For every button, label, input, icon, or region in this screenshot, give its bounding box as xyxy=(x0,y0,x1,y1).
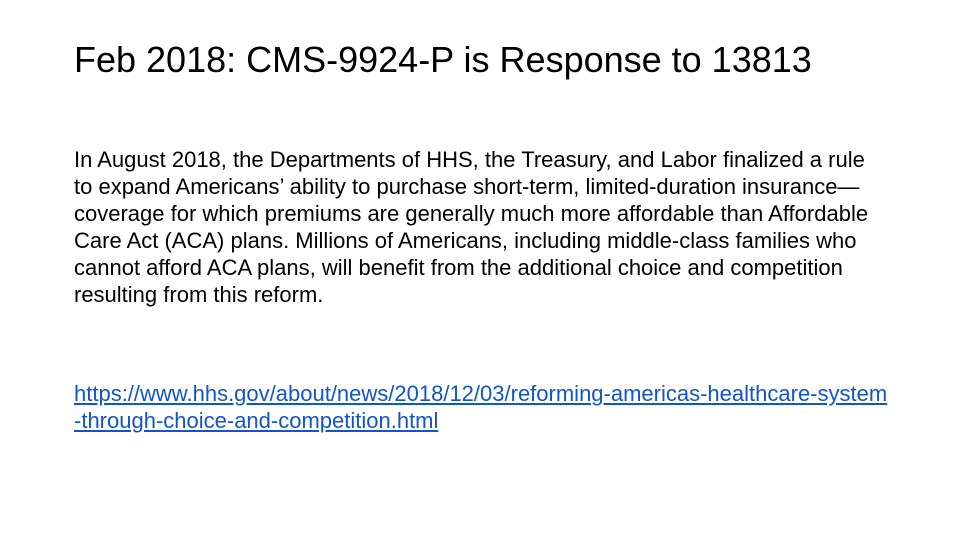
source-link[interactable]: https://www.hhs.gov/about/news/2018/12/03/reforming-americas-healthcare-system-through-choice-and-competition.html xyxy=(74,381,888,433)
slide-body-text: In August 2018, the Departments of HHS, the Treasury, and Labor finalized a rule to expand Americans’ ability to purchase short-term, limited-duration insurance—coverage for which premiums are generally much more affordable than Affordable Care Act (ACA) plans. Millions of Americans, including middle-class families who cannot afford ACA plans, will benefit from the additional choice and competition resulting from this reform. xyxy=(74,147,869,307)
slide-title: Feb 2018: CMS-9924-P is Response to 13813 xyxy=(74,39,812,80)
